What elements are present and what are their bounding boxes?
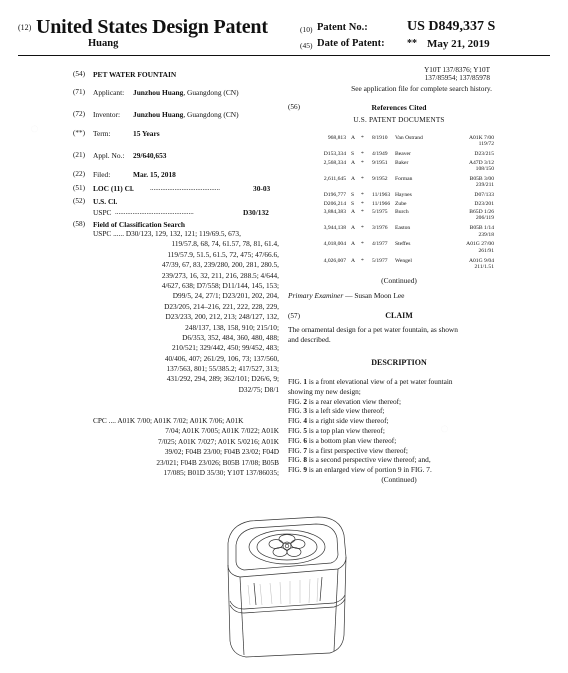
search-history-note: See application file for complete search history.	[351, 84, 492, 93]
uspc-search-line: 239/273, 16, 32, 211, 216, 288.5; 4/644,	[161, 270, 279, 280]
ref-class-main: A01K 7/00	[468, 135, 494, 141]
kind-code-number: (12)	[18, 23, 32, 32]
watermark: ◌	[436, 418, 452, 438]
ref-class-main: A47D 3/12	[468, 159, 494, 166]
references-list	[306, 135, 492, 274]
field-term-num: (**)	[73, 129, 85, 137]
ref-name: Baker	[395, 159, 409, 166]
applicant-value	[133, 88, 239, 97]
ref-number: D153,334	[323, 151, 346, 158]
desc-prefix: FIG.	[288, 455, 304, 465]
desc-fig-num: 8	[303, 455, 308, 465]
cpc-search-line: 23/021; F04B 23/026; B05B 17/08; B05B	[156, 457, 279, 467]
ref-number: D196,777	[323, 192, 346, 199]
desc-fig-num: 4	[303, 416, 308, 426]
uspc-search-line: 248/137, 138, 158, 910; 215/10;	[185, 322, 279, 332]
description-line	[288, 426, 494, 436]
field-58-num: (58)	[73, 220, 85, 228]
description-line	[288, 377, 494, 387]
reference-row	[306, 209, 492, 225]
date-label: Date of Patent:	[317, 38, 385, 49]
ref-class	[446, 209, 494, 222]
desc-fig-num: 6	[303, 435, 308, 445]
desc-fig-num: 7	[303, 445, 308, 455]
ref-date: 8/1910	[372, 135, 388, 141]
ref-star: *	[361, 209, 364, 216]
reference-row	[306, 160, 492, 176]
uspc-search-line: D23/205, 214–216, 221, 222, 228, 229,	[164, 301, 279, 311]
patent-no-code: (10)	[300, 25, 313, 34]
ref-number: 2,611,645	[323, 175, 346, 182]
desc-prefix: FIG.	[288, 377, 304, 386]
ref-number: 4,026,007	[323, 257, 346, 264]
desc-prefix: FIG.	[288, 465, 304, 475]
claim-num: (57)	[288, 312, 300, 320]
ref-star: *	[361, 135, 364, 141]
ref-kind: A	[351, 135, 356, 141]
uspc-search-block	[93, 229, 279, 395]
claim-text-line: and described.	[288, 335, 331, 344]
desc-prefix: FIG.	[288, 396, 304, 406]
ref-date: 4/1949	[372, 151, 388, 158]
primary-examiner	[288, 291, 404, 300]
ref-name: Wengel	[395, 257, 412, 264]
ref-star: *	[361, 241, 364, 248]
loc-dots: ........................................	[150, 184, 220, 192]
desc-text: is a right side view thereof;	[307, 416, 389, 426]
loc-value: 30-03	[253, 184, 271, 193]
inventor-name: Junzhou Huang	[133, 110, 184, 119]
uspc-search-line: 210/521; 329/442, 450; 99/452, 483;	[171, 343, 279, 353]
ref-class	[446, 225, 494, 238]
uspc-label: USPC	[93, 208, 112, 217]
field-22-num: (22)	[73, 170, 85, 178]
term-value: 15 Years	[133, 129, 160, 138]
reference-row	[306, 201, 492, 210]
field-52-num: (52)	[73, 197, 85, 205]
reference-row	[306, 192, 492, 201]
ref-class-main: A01G 9/04	[468, 257, 494, 264]
desc-text: is a front elevational view of a pet water fountain	[307, 377, 453, 386]
patent-no-label: Patent No.:	[317, 22, 368, 33]
desc-text: is an enlarged view of portion 9 in FIG. 7.	[307, 465, 432, 475]
ref-class-sub: 206/119	[475, 215, 494, 222]
description-line	[288, 397, 494, 407]
desc-prefix: FIG.	[288, 435, 304, 445]
desc-text: is a second perspective view thereof; and,	[307, 455, 431, 465]
applicant-name: Junzhou Huang	[133, 88, 184, 97]
examiner-name: Susan Moon Lee	[354, 291, 405, 300]
ref-name: Forman	[395, 175, 413, 182]
uspc-search-line: D32/75; D8/1	[238, 384, 279, 394]
applicant-label: Applicant:	[93, 88, 125, 97]
ref-number: 4,018,004	[323, 241, 346, 248]
ref-class: D07/133	[474, 192, 494, 199]
desc-fig-num: 9	[303, 465, 308, 475]
ref-class-main: A01G 27/00	[466, 241, 494, 248]
field-51-num: (51)	[73, 184, 85, 192]
uspc-dots: .............................................	[115, 208, 194, 216]
header-divider	[18, 55, 550, 56]
design-title: PET WATER FOUNTAIN	[93, 70, 177, 79]
refs-title: References Cited	[371, 103, 427, 112]
ref-star: *	[361, 192, 364, 199]
description-line	[288, 416, 494, 426]
ref-number: D206,214	[323, 200, 346, 207]
ref-number: 2,568,334	[323, 159, 346, 166]
description-line	[288, 465, 494, 475]
desc-prefix: FIG.	[288, 425, 304, 435]
cpc-search-line: 17/085; B01D 35/30; Y10T 137/86035;	[163, 467, 279, 477]
desc-prefix: FIG.	[288, 416, 304, 426]
desc-fig-num: 5	[303, 425, 308, 435]
ref-name: Steffes	[395, 241, 411, 248]
reference-row	[306, 241, 492, 257]
reference-row	[306, 176, 492, 192]
loc-label: LOC (11) Cl.	[93, 184, 134, 193]
description-continued: (Continued)	[381, 474, 417, 484]
cpc-search-block	[93, 416, 279, 478]
reference-row	[306, 225, 492, 241]
inventor-label: Inventor:	[93, 110, 121, 119]
search-continuation-line: Y10T 137/8376; Y10T	[424, 66, 490, 74]
ref-name: Van Ostrand	[395, 135, 423, 141]
description-line	[288, 406, 494, 416]
ref-class-sub: 239/18	[478, 231, 494, 238]
description-line	[288, 446, 494, 456]
applicant-place: , Guangdong (CN)	[183, 88, 239, 97]
ref-kind: A	[351, 209, 356, 216]
term-label: Term:	[93, 129, 111, 138]
ref-class-sub: 261/91	[478, 247, 494, 254]
watermark: ◌	[26, 118, 42, 138]
uspc-search-line: D23/233, 200, 212, 213; 248/127, 132,	[165, 312, 279, 322]
desc-fig-num: 2	[303, 396, 308, 406]
us-cl-label: U.S. Cl.	[93, 197, 118, 206]
search-continuation-line: 137/85954; 137/85978	[424, 74, 490, 83]
field-search-label: Field of Classification Search	[93, 220, 186, 229]
ref-kind: A	[351, 257, 356, 264]
desc-text: is a left side view thereof;	[307, 406, 385, 416]
ref-class	[446, 258, 494, 271]
description-line	[288, 455, 494, 465]
ref-class: D23/201	[474, 200, 494, 207]
ref-date: 5/1975	[372, 209, 388, 216]
desc-text: is a top plan view thereof;	[307, 425, 385, 435]
ref-date: 9/1951	[372, 159, 388, 166]
description-line	[288, 436, 494, 446]
ref-kind: S	[351, 192, 355, 199]
ref-kind: A	[351, 175, 356, 182]
claim-title: CLAIM	[385, 311, 413, 320]
desc-fig-num: 1	[303, 377, 308, 386]
description-title: DESCRIPTION	[371, 358, 427, 367]
description-body	[288, 377, 494, 485]
desc-text: is a bottom plan view thereof;	[307, 435, 397, 445]
patent-no-value: US D849,337 S	[407, 19, 496, 34]
desc-prefix: FIG.	[288, 445, 304, 455]
refs-num: (56)	[288, 103, 300, 111]
ref-class	[446, 176, 494, 189]
refs-subtitle: U.S. PATENT DOCUMENTS	[353, 116, 445, 124]
reference-row	[306, 258, 492, 274]
ref-number: 3,944,138	[323, 225, 346, 232]
ref-kind: S	[351, 200, 355, 207]
uspc-search-line: 137/563, 801; 55/385.2; 417/527, 313;	[166, 364, 279, 374]
appl-no-value: 29/640,653	[133, 151, 167, 160]
uspc-search-line: 431/292, 294, 289; 362/101; D26/6, 9;	[166, 374, 279, 384]
filed-label: Filed:	[93, 170, 111, 179]
ref-kind: S	[351, 151, 355, 158]
ref-star: *	[361, 151, 364, 158]
field-72-num: (72)	[73, 110, 85, 118]
desc-fig-num: 3	[303, 406, 308, 416]
ref-kind: A	[351, 241, 356, 248]
ref-class-sub: 108/150	[475, 166, 494, 173]
reference-row	[306, 135, 492, 151]
inventor-place: , Guangdong (CN)	[183, 110, 239, 119]
cpc-search-line: 39/02; F04B 23/00; F04B 23/02; F04D	[164, 447, 279, 457]
examiner-label: Primary Examiner	[288, 291, 344, 300]
ref-name: Zube	[395, 200, 407, 207]
ref-name: Haynes	[395, 192, 412, 199]
cpc-search-line: 7/04; A01K 7/005; A01K 7/022; A01K	[165, 426, 279, 436]
ref-class: D23/215	[474, 151, 494, 158]
ref-name: Burch	[395, 209, 409, 216]
search-continuation	[408, 66, 490, 83]
uspc-value: D30/132	[243, 208, 269, 217]
ref-date: 4/1977	[372, 241, 388, 248]
claim-text-line: The ornamental design for a pet water fountain, as shown	[288, 325, 458, 334]
ref-name: Beaver	[395, 151, 411, 158]
uspc-search-line: USPC ...... D30/123, 129, 132, 121; 119/69.5, 673,	[93, 229, 241, 238]
ref-class	[446, 160, 494, 173]
ref-star: *	[361, 159, 364, 166]
appl-no-label: Appl. No.:	[93, 151, 125, 160]
ref-class-main: B05B 1/14	[469, 225, 494, 232]
refs-continued: (Continued)	[381, 276, 417, 285]
ref-name: Easton	[395, 225, 411, 232]
field-71-num: (71)	[73, 88, 85, 96]
desc-text: is a first perspective view thereof;	[307, 445, 408, 455]
ref-class-sub: 239/211	[475, 182, 494, 189]
uspc-search-line: D6/353, 352, 484, 360, 480, 488;	[182, 332, 279, 342]
desc-text: showing my new design;	[288, 386, 361, 396]
ref-class-sub: 211/1.51	[474, 264, 494, 271]
field-54-num: (54)	[73, 70, 85, 78]
ref-star: *	[361, 175, 364, 182]
fountain-perspective-drawing	[210, 505, 360, 673]
ref-number: 968,813	[327, 135, 346, 141]
ref-date: 9/1952	[372, 175, 388, 182]
ref-star: *	[361, 225, 364, 232]
patent-title: United States Design Patent	[36, 16, 268, 38]
ref-star: *	[361, 257, 364, 264]
ref-class-main: B05B 3/00	[469, 175, 494, 182]
date-code: (45)	[300, 41, 313, 50]
filed-value: Mar. 15, 2018	[133, 170, 176, 179]
desc-text: is a rear elevation view thereof;	[307, 396, 402, 406]
desc-prefix: FIG.	[288, 406, 304, 416]
inventor-value	[133, 110, 239, 119]
ref-number: 3,884,383	[323, 209, 346, 216]
date-value: May 21, 2019	[427, 38, 490, 50]
ref-class-main: B65D 1/26	[469, 209, 494, 216]
cpc-search-line: CPC .... A01K 7/00; A01K 7/02; A01K 7/06; A01K	[93, 416, 244, 425]
cpc-search-line: 7/025; A01K 7/027; A01K 5/0216; A01K	[157, 436, 279, 446]
ref-date: 5/1977	[372, 257, 388, 264]
ref-kind: A	[351, 225, 356, 232]
uspc-search-line: 40/406, 407; 261/29, 106, 73; 137/560,	[164, 353, 279, 363]
ref-class	[446, 135, 494, 148]
ref-date: 3/1976	[372, 225, 388, 232]
description-line	[288, 387, 494, 397]
inventor-surname: Huang	[88, 38, 119, 49]
ref-kind: A	[351, 159, 356, 166]
examiner-dash: —	[343, 291, 355, 300]
ref-class-sub: 119/72	[478, 141, 494, 148]
field-21-num: (21)	[73, 151, 85, 159]
ref-date: 11/1963	[372, 192, 391, 199]
ref-date: 11/1966	[372, 200, 391, 207]
uspc-search-line: 119/57.9, 51.5, 61.5, 72, 475; 47/66.6,	[167, 249, 279, 259]
ref-star: *	[361, 200, 364, 207]
uspc-search-line: 119/57.8, 68, 74, 61.57, 78, 81, 61.4,	[171, 239, 279, 249]
uspc-search-line: 4/627, 638; D7/558; D11/144, 145, 153;	[161, 280, 279, 290]
uspc-search-line: D99/5, 24, 27/1; D23/201, 202, 204,	[172, 291, 279, 301]
date-star: **	[407, 38, 417, 49]
uspc-search-line: 47/39, 67, 83, 239/280, 200, 281, 280.5,	[161, 260, 279, 270]
reference-row	[306, 151, 492, 160]
ref-class	[446, 241, 494, 254]
